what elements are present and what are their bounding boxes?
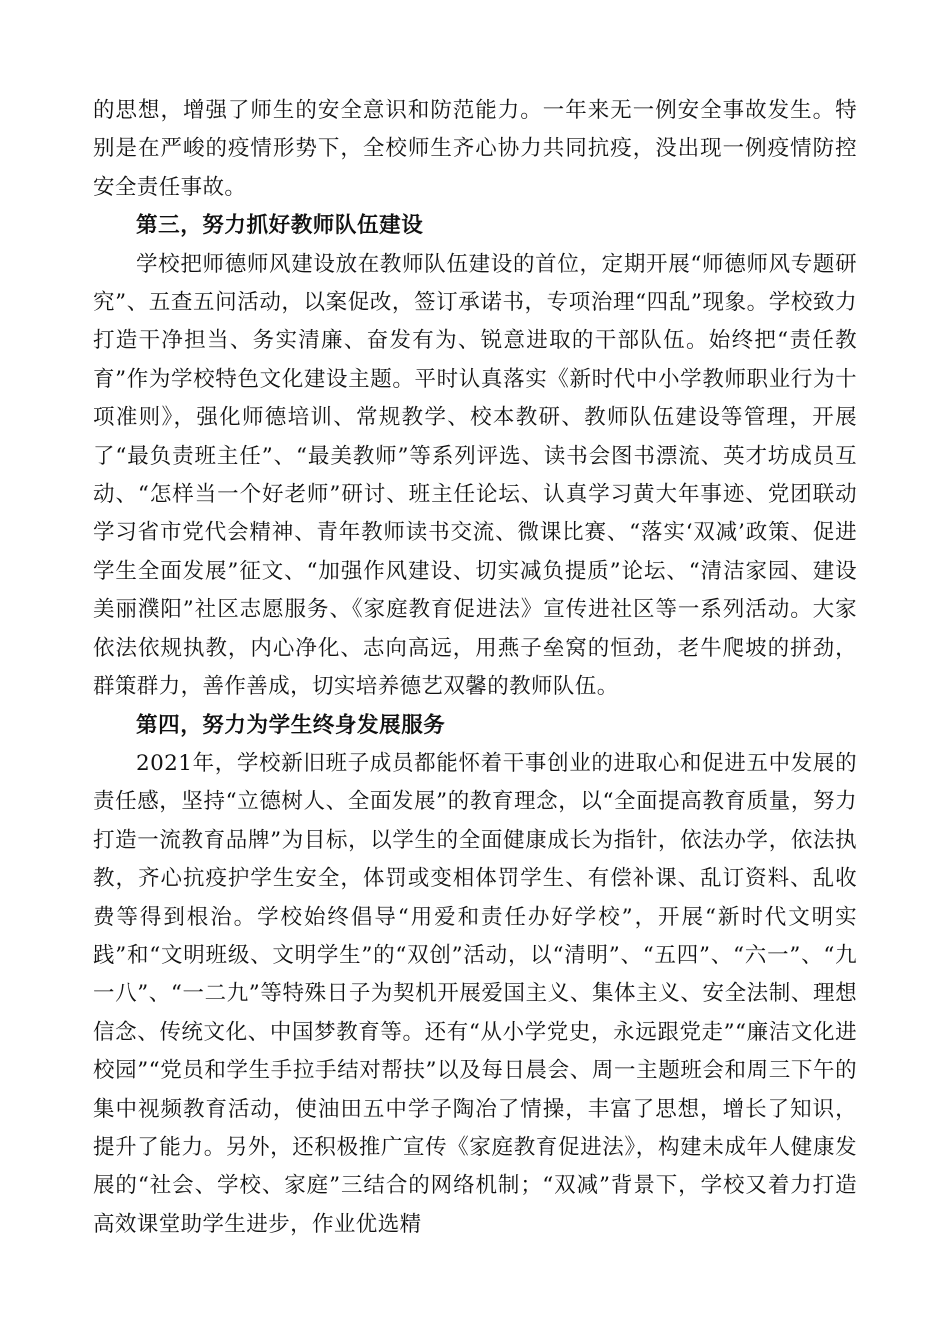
section-heading-student-development: 第四，努力为学生终身发展服务 [136,712,446,738]
paragraph-teacher-team: 学校把师德师风建设放在教师队伍建设的首位，定期开展“师德师风专题研究”、五查五问活动，以案促改，签订承诺书，专项治理“四乱”现象。学校致力打造干净担当、务实清廉、奋发有为、锐意进取的干部队伍。始终把“责任教育”作为学校特色文化建设主题。平时认真落实《新时代中小学教师职业行为十项准则》，强化师德培训、常规教学、校本教研、教师队伍建设等管理，开展了“最负责班主任”、“最美教师”等系列评选、读书会图书漂流、英才坊成员互动、“怎样当一个好老师”研讨、班主任论坛、认真学习黄大年事迹、党团联动学习省市党代会精神、青年教师读书交流、微课比赛、“落实‘双减’政策、促进学生全面发展”征文、“加强作风建设、切实减负提质”论坛、“清洁家园、建设美丽濮阳”社区志愿服务、《家庭教育促进法》宣传进社区等一系列活动。大家依法依规执教，内心净化、志向高远，用燕子垒窝的恒劲，老牛爬坡的拼劲，群策群力，善作善成，切实培养德艺双馨的教师队伍。 [93,251,857,700]
section-heading-teacher-team: 第三，努力抓好教师队伍建设 [136,213,424,239]
paragraph-safety-continuation: 的思想，增强了师生的安全意识和防范能力。一年来无一例安全事故发生。特别是在严峻的疫情形势下，全校师生齐心协力共同抗疫，没出现一例疫情防控安全责任事故。 [93,98,857,200]
document-page [93,92,857,1244]
paragraph-student-development: 2021年，学校新旧班子成员都能怀着干事创业的进取心和促进五中发展的责任感，坚持“立德树人、全面发展”的教育理念，以“全面提高教育质量，努力打造一流教育品牌”为目标，以学生的全面健康成长为指针，依法办学，依法执教，齐心抗疫护学生安全，体罚或变相体罚学生、有偿补课、乱订资料、乱收费等得到根治。学校始终倡导“用爱和责任办好学校”，开展“新时代文明实践”和“文明班级、文明学生”的“双创”活动，以“清明”、“五四”、“六一”、“九一八”、“一二九”等特殊日子为契机开展爱国主义、集体主义、安全法制、理想信念、传统文化、中国梦教育等。还有“从小学党史，永远跟党走”“廉洁文化进校园”“党员和学生手拉手结对帮扶”以及每日晨会、周一主题班会和周三下午的集中视频教育活动，使油田五中学子陶冶了情操，丰富了思想，增长了知识，提升了能力。另外，还积极推广宣传《家庭教育促进法》，构建未成年人健康发展的“社会、学校、家庭”三结合的网络机制；“双减”背景下，学校又着力打造高效课堂助学生进步，作业优选精 [93,750,857,1237]
